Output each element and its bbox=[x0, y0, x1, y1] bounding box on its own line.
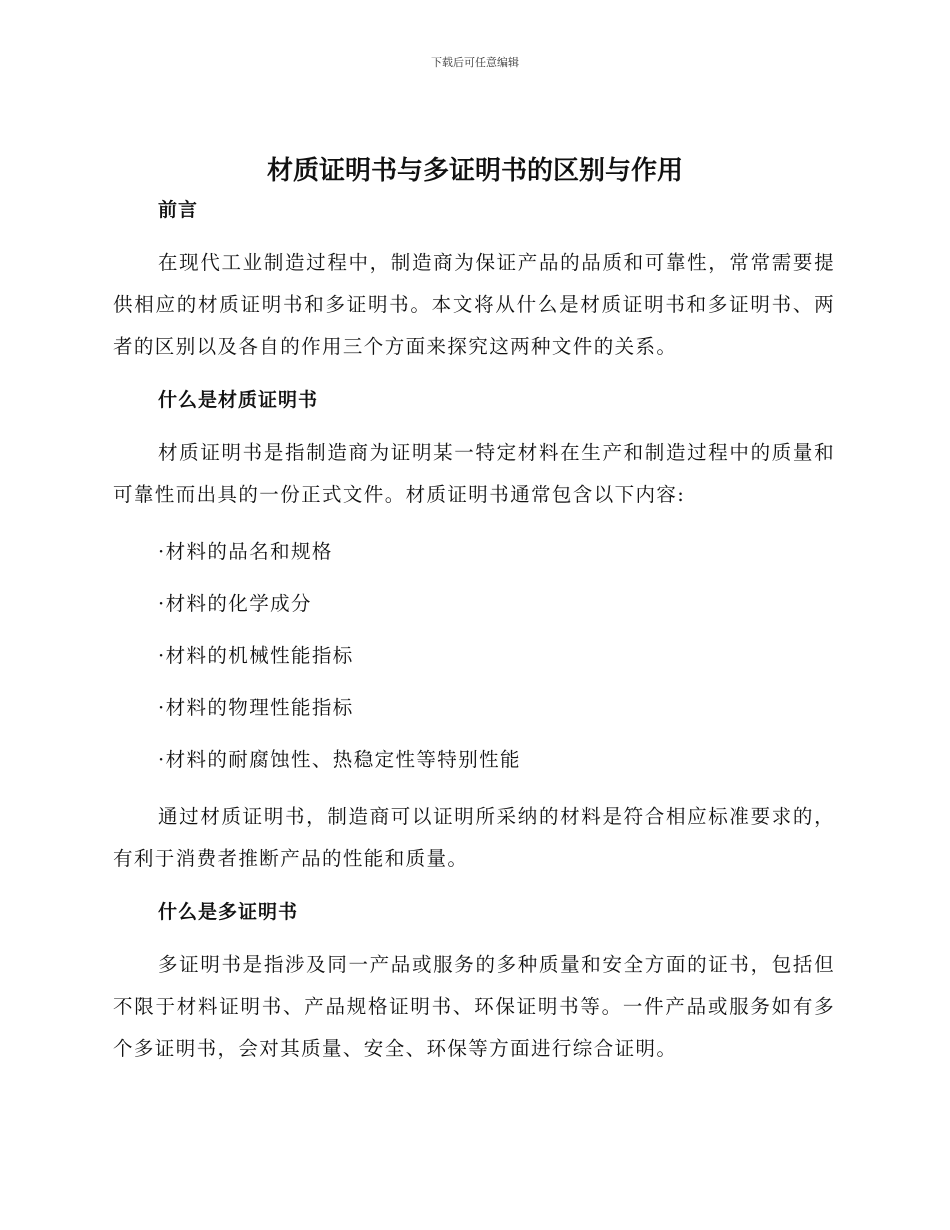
intro-heading: 前言 bbox=[158, 199, 199, 221]
header-note: 下载后可任意编辑 bbox=[431, 56, 519, 69]
material-conclusion: 通过材质证明书，制造商可以证明所采纳的材料是符合相应标准要求的，有利于消费者推断产品的性能和质量。 bbox=[113, 805, 835, 870]
multi-heading: 什么是多证明书 bbox=[158, 901, 299, 923]
material-paragraph: 材质证明书是指制造商为证明某一特定材料在生产和制造过程中的质量和可靠性而出具的一份正式文件。材质证明书通常包含以下内容: bbox=[113, 441, 835, 506]
list-item: ·材料的品名和规格 bbox=[158, 540, 333, 563]
document-body bbox=[113, 192, 835, 1070]
list-item: ·材料的耐腐蚀性、热稳定性等特别性能 bbox=[158, 748, 521, 771]
list-item: ·材料的化学成分 bbox=[158, 592, 312, 615]
multi-paragraph: 多证明书是指涉及同一产品或服务的多种质量和安全方面的证书，包括但不限于材料证明书、产品规格证明书、环保证明书等。一件产品或服务如有多个多证明书，会对其质量、安全、环保等方面进行综合证明。 bbox=[113, 953, 835, 1060]
intro-paragraph: 在现代工业制造过程中，制造商为保证产品的品质和可靠性，常常需要提供相应的材质证明书和多证明书。本文将从什么是材质证明书和多证明书、两者的区别以及各自的作用三个方面来探究这两种文件的关系。 bbox=[113, 251, 835, 358]
material-heading: 什么是材质证明书 bbox=[158, 389, 319, 411]
material-list bbox=[113, 526, 835, 786]
list-item: ·材料的物理性能指标 bbox=[158, 696, 354, 719]
list-item: ·材料的机械性能指标 bbox=[158, 644, 354, 667]
document-title: 材质证明书与多证明书的区别与作用 bbox=[266, 156, 683, 186]
